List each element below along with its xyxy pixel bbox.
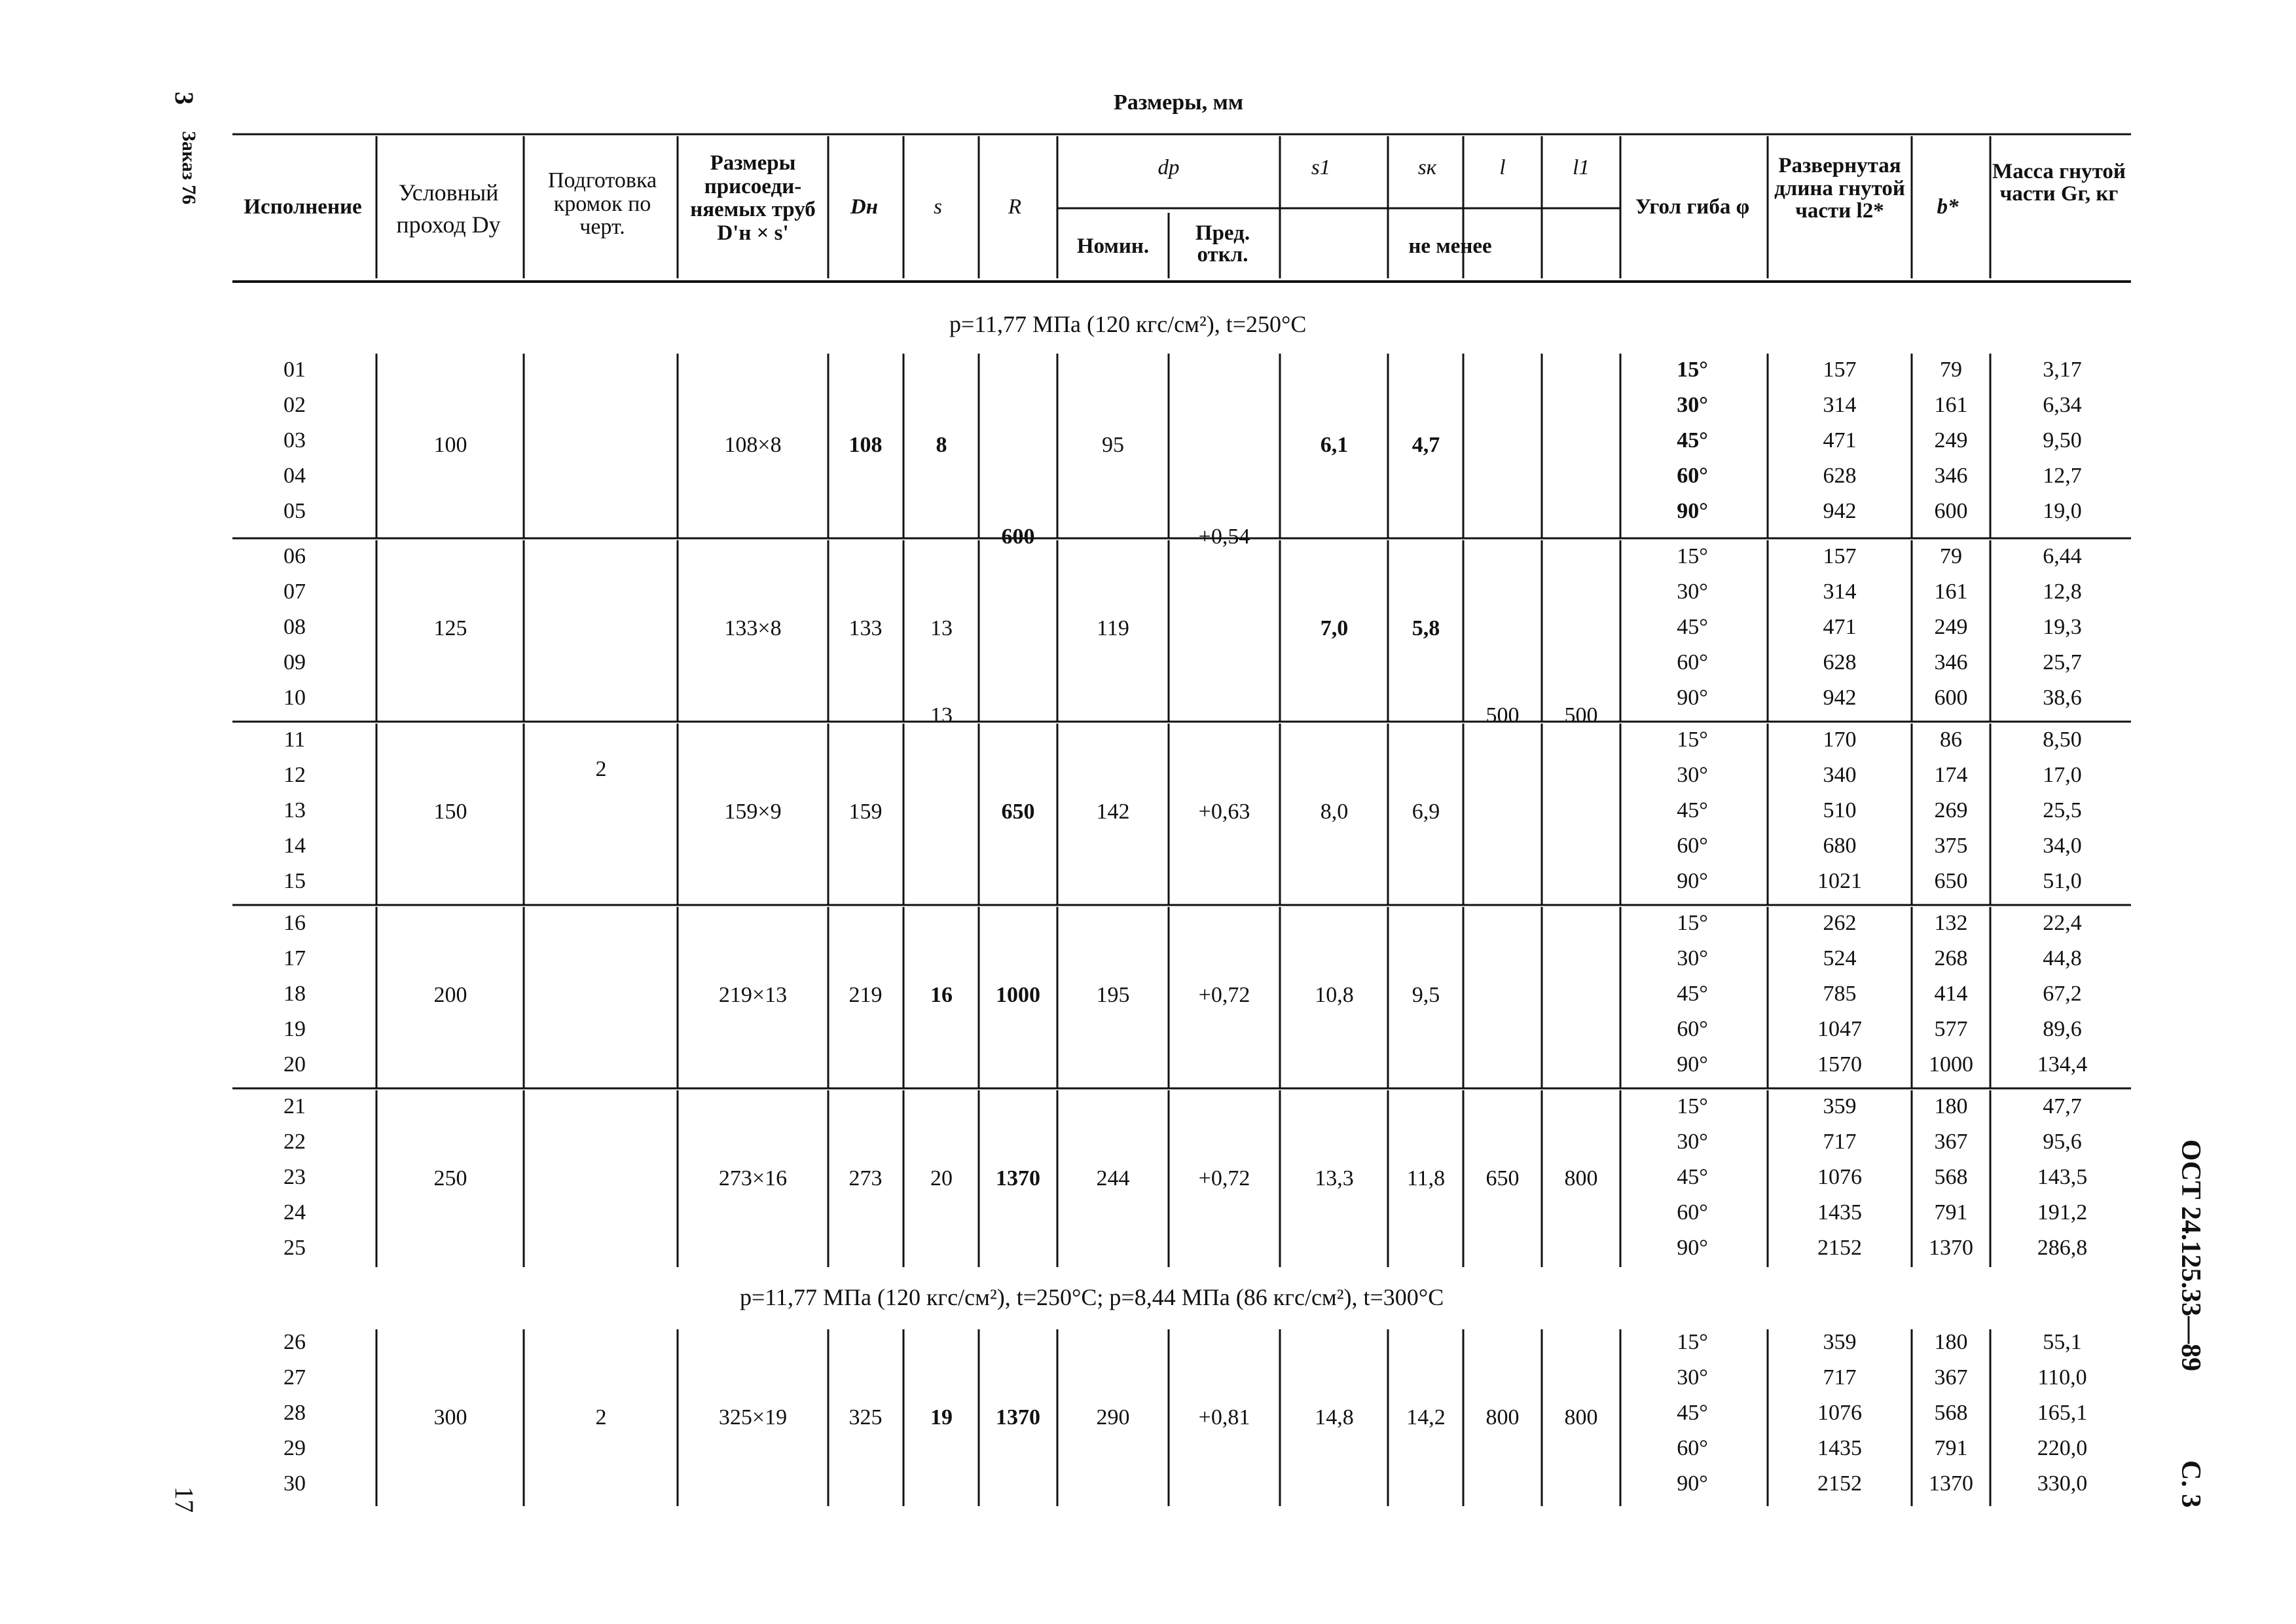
cell-dp-nomin: 95 (1102, 433, 1124, 457)
cell-podgotovka-kromok: 2 (595, 1405, 607, 1430)
cell-razvernutaya-dlina: 1435 (1817, 1200, 1862, 1225)
cell-razvernutaya-dlina: 2152 (1817, 1471, 1862, 1496)
cell-razvernutaya-dlina: 942 (1823, 499, 1857, 523)
cell-razvernutaya-dlina: 1435 (1817, 1436, 1862, 1460)
cell-ispolnenie: 20 (283, 1052, 306, 1077)
cell-b: 269 (1934, 798, 1968, 822)
cell-massa: 12,7 (2043, 464, 2082, 488)
cell-b: 1370 (1929, 1471, 1973, 1496)
cell-ugol: 90° (1677, 1052, 1708, 1077)
cell-ugol: 60° (1677, 1200, 1708, 1225)
cell-razvernutaya-dlina: 157 (1823, 358, 1857, 382)
section-note: p=11,77 МПа (120 кгс/см²), t=250°C; p=8,44 МПа (86 кгс/см²), t=300°C (740, 1284, 1444, 1310)
cell-ugol: 60° (1677, 1436, 1708, 1460)
cell-b: 132 (1934, 911, 1968, 935)
header-razvernutaya-dlina: Развернутая длина гнутой части l2* (1774, 154, 1905, 223)
page-footer-number: 17 (170, 1486, 199, 1513)
cell-ugol: 90° (1677, 686, 1708, 710)
cell-s1: 13,3 (1315, 1166, 1354, 1190)
cell-b: 577 (1934, 1017, 1968, 1041)
cell-r: 1370 (996, 1166, 1040, 1190)
cell-razvernutaya-dlina: 510 (1823, 798, 1857, 822)
cell-ugol: 45° (1677, 1401, 1708, 1425)
cell-ispolnenie: 26 (283, 1330, 306, 1354)
cell-dp-pred-otkl: +0,72 (1198, 1166, 1250, 1190)
cell-massa: 6,44 (2043, 544, 2082, 568)
cell-massa: 19,3 (2043, 615, 2082, 639)
cell-dp-nomin: 290 (1096, 1405, 1130, 1430)
header-s1: s1 (1311, 156, 1331, 179)
cell-massa: 8,50 (2043, 728, 2082, 752)
cell-r: 1370 (996, 1405, 1040, 1430)
cell-ugol: 60° (1677, 1017, 1708, 1041)
cell-s: 8 (936, 433, 947, 457)
cell-dn: 108 (848, 433, 883, 457)
cell-ugol: 30° (1677, 1130, 1708, 1154)
cell-massa: 19,0 (2043, 499, 2082, 523)
cell-razvernutaya-dlina: 314 (1823, 580, 1857, 604)
cell-dn: 133 (848, 616, 883, 640)
cell-dp-nomin: 119 (1097, 616, 1129, 640)
cell-dp-nomin: 142 (1096, 800, 1130, 824)
cell-dn: 273 (848, 1166, 883, 1190)
cell-b: 161 (1934, 393, 1968, 417)
cell-razmery-trub: 159×9 (724, 800, 782, 824)
header-razmery-trub: Размеры присоеди-няемых труб D'н × s' (690, 151, 816, 245)
cell-b: 268 (1934, 946, 1968, 970)
cell-b: 600 (1934, 499, 1968, 523)
header-ugol-giba: Угол гиба φ (1635, 195, 1750, 219)
cell-b: 367 (1934, 1130, 1968, 1154)
cell-massa: 330,0 (2037, 1471, 2088, 1496)
cell-b: 1000 (1929, 1052, 1973, 1077)
cell-l: 500 (1485, 703, 1520, 728)
cell-razvernutaya-dlina: 1076 (1817, 1165, 1862, 1189)
header-b: b* (1937, 195, 1959, 219)
cell-ispolnenie: 05 (283, 499, 306, 523)
cell-ispolnenie: 13 (283, 798, 306, 822)
cell-sk: 6,9 (1412, 800, 1440, 824)
cell-ugol: 30° (1677, 946, 1708, 970)
cell-razvernutaya-dlina: 170 (1823, 728, 1857, 752)
cell-s1: 7,0 (1320, 616, 1349, 640)
cell-razmery-trub: 219×13 (718, 983, 788, 1007)
cell-razvernutaya-dlina: 1570 (1817, 1052, 1862, 1077)
cell-massa: 34,0 (2043, 834, 2082, 858)
cell-massa: 51,0 (2043, 869, 2082, 893)
cell-massa: 22,4 (2043, 911, 2082, 935)
cell-razvernutaya-dlina: 314 (1823, 393, 1857, 417)
cell-razvernutaya-dlina: 359 (1823, 1330, 1857, 1354)
cell-s: 13 (930, 616, 953, 640)
cell-ugol: 15° (1677, 358, 1708, 382)
cell-b: 1370 (1929, 1236, 1973, 1260)
cell-ugol: 30° (1677, 393, 1708, 417)
cell-b: 180 (1934, 1330, 1968, 1354)
cell-razvernutaya-dlina: 942 (1823, 686, 1857, 710)
cell-massa: 165,1 (2037, 1401, 2088, 1425)
cell-ugol: 90° (1677, 499, 1708, 523)
cell-ugol: 45° (1677, 1165, 1708, 1189)
cell-b: 346 (1934, 464, 1968, 488)
header-ne-menee: не менее (1408, 234, 1492, 258)
cell-razvernutaya-dlina: 1021 (1817, 869, 1862, 893)
cell-massa: 110,0 (2037, 1365, 2087, 1390)
header-dn: Dн (850, 195, 879, 219)
cell-ugol: 90° (1677, 869, 1708, 893)
cell-ugol: 15° (1677, 728, 1708, 752)
cell-uslovny-prohod: 100 (433, 433, 467, 457)
cell-b: 161 (1934, 580, 1968, 604)
cell-sk: 4,7 (1412, 433, 1440, 457)
cell-massa: 25,7 (2043, 650, 2082, 674)
cell-ispolnenie: 21 (283, 1094, 306, 1118)
cell-dp-pred-otkl: +0,72 (1198, 983, 1250, 1007)
cell-massa: 220,0 (2037, 1436, 2088, 1460)
cell-razvernutaya-dlina: 628 (1823, 464, 1857, 488)
cell-b: 79 (1940, 544, 1962, 568)
cell-dn: 219 (848, 983, 883, 1007)
cell-ispolnenie: 27 (283, 1365, 306, 1390)
cell-razmery-trub: 273×16 (718, 1166, 788, 1190)
cell-ispolnenie: 30 (283, 1471, 306, 1496)
cell-ugol: 90° (1677, 1236, 1708, 1260)
header-uslovny-prohod: Условный проход Dу (396, 179, 501, 238)
margin-sheet-number: 3 (170, 92, 199, 105)
cell-b: 249 (1934, 615, 1968, 639)
cell-ispolnenie: 07 (283, 580, 306, 604)
cell-s: 19 (930, 1405, 953, 1430)
cell-b: 568 (1934, 1165, 1968, 1189)
cell-massa: 191,2 (2037, 1200, 2088, 1225)
cell-massa: 89,6 (2043, 1017, 2082, 1041)
cell-massa: 67,2 (2043, 982, 2082, 1006)
cell-ispolnenie: 16 (283, 911, 306, 935)
cell-ispolnenie: 09 (283, 650, 306, 674)
cell-ispolnenie: 29 (283, 1436, 306, 1460)
cell-b: 568 (1934, 1401, 1968, 1425)
cell-ispolnenie: 03 (283, 428, 306, 452)
cell-l1: 800 (1564, 1166, 1598, 1190)
cell-ugol: 90° (1677, 1471, 1708, 1496)
header-l1: l1 (1573, 156, 1590, 179)
cell-massa: 17,0 (2043, 763, 2082, 787)
cell-b: 249 (1934, 428, 1968, 452)
cell-massa: 47,7 (2043, 1094, 2082, 1118)
cell-r: 650 (1001, 800, 1035, 824)
cell-podgotovka-kromok: 2 (595, 757, 607, 781)
cell-dn: 159 (848, 800, 883, 824)
cell-dp-pred-otkl: +0,63 (1198, 800, 1250, 824)
cell-ugol: 15° (1677, 544, 1708, 568)
cell-razmery-trub: 133×8 (724, 616, 782, 640)
cell-dp-nomin: 195 (1096, 983, 1130, 1007)
cell-l: 800 (1485, 1405, 1520, 1430)
cell-ispolnenie: 19 (283, 1017, 306, 1041)
header-dp-pred-otkl: Пред. откл. (1195, 221, 1250, 267)
header-podgotovka-kromok: Подготовка кромок по черт. (547, 168, 657, 240)
cell-ispolnenie: 01 (283, 358, 306, 382)
cell-massa: 3,17 (2043, 358, 2082, 382)
cell-uslovny-prohod: 150 (433, 800, 467, 824)
cell-s1: 8,0 (1320, 800, 1349, 824)
cell-r: 600 (1001, 525, 1035, 549)
cell-razmery-trub: 325×19 (718, 1405, 788, 1430)
cell-s: 16 (930, 983, 953, 1007)
cell-s: 20 (930, 1166, 953, 1190)
cell-ispolnenie: 04 (283, 464, 306, 488)
cell-massa: 25,5 (2043, 798, 2082, 822)
cell-b: 180 (1934, 1094, 1968, 1118)
cell-massa: 134,4 (2037, 1052, 2088, 1077)
cell-ispolnenie: 22 (283, 1130, 306, 1154)
cell-ugol: 60° (1677, 464, 1708, 488)
cell-ugol: 30° (1677, 580, 1708, 604)
header-dp-nomin: Номин. (1076, 234, 1150, 258)
cell-massa: 12,8 (2043, 580, 2082, 604)
cell-ispolnenie: 15 (283, 869, 306, 893)
cell-ispolnenie: 23 (283, 1165, 306, 1189)
header-l: l (1499, 156, 1506, 179)
cell-ispolnenie: 10 (283, 686, 306, 710)
cell-l1: 800 (1564, 1405, 1598, 1430)
header-s: s (934, 195, 942, 219)
cell-ugol: 30° (1677, 1365, 1708, 1390)
cell-razvernutaya-dlina: 359 (1823, 1094, 1857, 1118)
cell-massa: 9,50 (2043, 428, 2082, 452)
cell-ispolnenie: 25 (283, 1236, 306, 1260)
cell-massa: 44,8 (2043, 946, 2082, 970)
cell-razvernutaya-dlina: 1076 (1817, 1401, 1862, 1425)
cell-ispolnenie: 14 (283, 834, 306, 858)
table-title: Размеры, мм (1114, 90, 1243, 115)
cell-ugol: 15° (1677, 911, 1708, 935)
cell-l1: 500 (1564, 703, 1598, 728)
cell-dp-pred-otkl: +0,54 (1198, 525, 1250, 549)
cell-ugol: 60° (1677, 650, 1708, 674)
cell-razvernutaya-dlina: 680 (1823, 834, 1857, 858)
cell-massa: 143,5 (2037, 1165, 2088, 1189)
page-number: С. 3 (2176, 1460, 2206, 1508)
cell-s1: 10,8 (1315, 983, 1354, 1007)
cell-ispolnenie: 28 (283, 1401, 306, 1425)
cell-ugol: 45° (1677, 428, 1708, 452)
cell-ugol: 15° (1677, 1330, 1708, 1354)
cell-ispolnenie: 12 (283, 763, 306, 787)
cell-b: 86 (1940, 728, 1962, 752)
cell-massa: 6,34 (2043, 393, 2082, 417)
header-sk: sк (1417, 156, 1437, 179)
cell-ugol: 45° (1677, 982, 1708, 1006)
cell-ugol: 45° (1677, 798, 1708, 822)
cell-ispolnenie: 02 (283, 393, 306, 417)
cell-ispolnenie: 24 (283, 1200, 306, 1225)
cell-sk: 14,2 (1406, 1405, 1446, 1430)
cell-b: 174 (1934, 763, 1968, 787)
cell-massa: 38,6 (2043, 686, 2082, 710)
cell-s1: 14,8 (1315, 1405, 1354, 1430)
cell-razmery-trub: 108×8 (724, 433, 782, 457)
cell-razvernutaya-dlina: 717 (1823, 1130, 1857, 1154)
cell-uslovny-prohod: 200 (433, 983, 467, 1007)
cell-s1: 6,1 (1320, 433, 1349, 457)
section-note: p=11,77 МПа (120 кгс/см²), t=250°C (949, 311, 1307, 337)
cell-razvernutaya-dlina: 524 (1823, 946, 1857, 970)
margin-order-label: Заказ 76 (178, 131, 200, 205)
cell-razvernutaya-dlina: 785 (1823, 982, 1857, 1006)
header-massa: Масса гнутой части Gг, кг (1992, 160, 2126, 206)
header-r: R (1008, 195, 1022, 219)
cell-massa: 286,8 (2037, 1236, 2088, 1260)
cell-ispolnenie: 11 (283, 728, 306, 752)
cell-r: 1000 (996, 983, 1040, 1007)
cell-razvernutaya-dlina: 471 (1823, 428, 1857, 452)
cell-ispolnenie: 17 (283, 946, 306, 970)
cell-razvernutaya-dlina: 717 (1823, 1365, 1857, 1390)
cell-b: 791 (1934, 1200, 1968, 1225)
cell-b: 367 (1934, 1365, 1968, 1390)
cell-massa: 55,1 (2043, 1330, 2082, 1354)
cell-razvernutaya-dlina: 157 (1823, 544, 1857, 568)
cell-b: 600 (1934, 686, 1968, 710)
standard-designation: ОСТ 24.125.33—89 (2176, 1139, 2206, 1372)
cell-ugol: 15° (1677, 1094, 1708, 1118)
cell-massa: 95,6 (2043, 1130, 2082, 1154)
cell-b: 346 (1934, 650, 1968, 674)
cell-s: 13 (930, 703, 953, 728)
cell-b: 791 (1934, 1436, 1968, 1460)
cell-razvernutaya-dlina: 2152 (1817, 1236, 1862, 1260)
cell-uslovny-prohod: 125 (433, 616, 467, 640)
cell-razvernutaya-dlina: 262 (1823, 911, 1857, 935)
cell-ispolnenie: 08 (283, 615, 306, 639)
cell-uslovny-prohod: 300 (433, 1405, 467, 1430)
cell-dn: 325 (848, 1405, 883, 1430)
cell-b: 79 (1940, 358, 1962, 382)
cell-razvernutaya-dlina: 340 (1823, 763, 1857, 787)
cell-razvernutaya-dlina: 471 (1823, 615, 1857, 639)
cell-b: 650 (1934, 869, 1968, 893)
cell-ugol: 60° (1677, 834, 1708, 858)
cell-sk: 11,8 (1406, 1166, 1446, 1190)
header-dp: dр (1157, 156, 1180, 179)
cell-uslovny-prohod: 250 (433, 1166, 467, 1190)
cell-sk: 9,5 (1412, 983, 1440, 1007)
cell-razvernutaya-dlina: 628 (1823, 650, 1857, 674)
cell-ugol: 30° (1677, 763, 1708, 787)
cell-ispolnenie: 06 (283, 544, 306, 568)
cell-ispolnenie: 18 (283, 982, 306, 1006)
cell-b: 375 (1934, 834, 1968, 858)
cell-sk: 5,8 (1412, 616, 1440, 640)
cell-razvernutaya-dlina: 1047 (1817, 1017, 1862, 1041)
cell-b: 414 (1934, 982, 1968, 1006)
cell-dp-pred-otkl: +0,81 (1198, 1405, 1250, 1430)
header-ispolnenie: Исполнение (244, 195, 362, 219)
cell-l: 650 (1485, 1166, 1520, 1190)
cell-dp-nomin: 244 (1096, 1166, 1130, 1190)
cell-ugol: 45° (1677, 615, 1708, 639)
